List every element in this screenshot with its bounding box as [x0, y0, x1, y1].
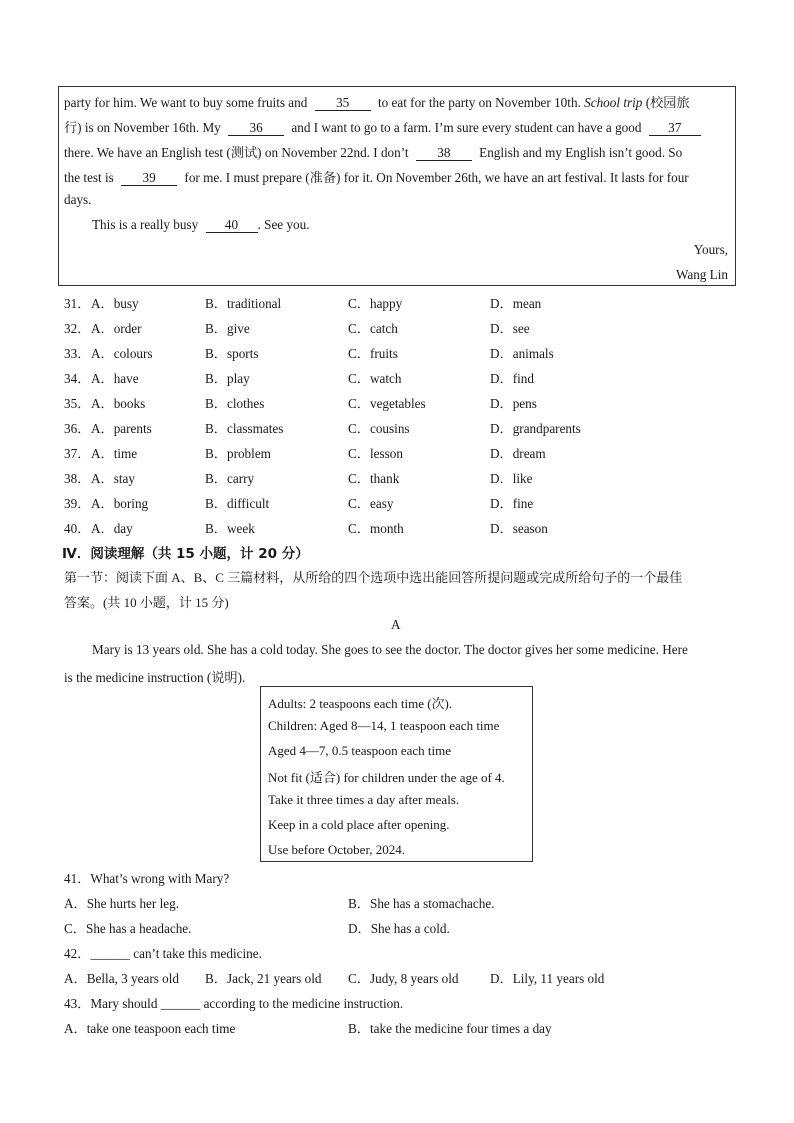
q42-blank: ______: [90, 946, 130, 961]
option-b[interactable]: B．classmates: [205, 421, 284, 436]
option-a[interactable]: A．stay: [91, 471, 135, 486]
instruction-line: Use before October, 2024.: [268, 841, 406, 857]
option-d[interactable]: D．season: [490, 521, 548, 536]
option-d[interactable]: D．animals: [490, 346, 554, 361]
option-d[interactable]: D．mean: [490, 296, 542, 311]
option-a[interactable]: A．order: [91, 321, 142, 336]
option-b[interactable]: B．clothes: [205, 396, 265, 411]
option-d[interactable]: D．grandparents: [490, 421, 581, 436]
letter-closing: Yours,: [693, 242, 728, 257]
letter-line-5: days.: [64, 192, 92, 207]
option-a[interactable]: A．day: [91, 521, 133, 536]
blank-40: 40: [206, 218, 258, 233]
option-b[interactable]: B．carry: [205, 471, 255, 486]
q43-blank: ______: [160, 996, 201, 1011]
letter-box: [58, 86, 736, 286]
q42-option-a[interactable]: A．Bella, 3 years old: [64, 971, 179, 986]
option-b[interactable]: B．problem: [205, 446, 271, 461]
option-d[interactable]: D．find: [490, 371, 534, 386]
section-instruction-2: 答案。(共 10 小题，计 15 分): [64, 595, 229, 610]
option-b[interactable]: B．give: [205, 321, 250, 336]
passage-line-1: Mary is 13 years old. She has a cold today. She goes to see the doctor. The doctor gives her some medicine. Here: [92, 642, 688, 657]
option-a[interactable]: A．books: [91, 396, 146, 411]
instruction-line: Take it three times a day after meals.: [268, 792, 460, 808]
q42-stem: 42．______ can’t take this medicine.: [64, 946, 262, 961]
q41-stem: 41．What’s wrong with Mary?: [64, 871, 230, 886]
option-a[interactable]: A．have: [91, 371, 139, 386]
q41-option-b[interactable]: B．She has a stomachache.: [348, 896, 495, 911]
passage-label: A: [391, 617, 401, 632]
option-c[interactable]: C．month: [348, 521, 404, 536]
q42-option-c[interactable]: C．Judy, 8 years old: [348, 971, 459, 986]
instruction-line: Keep in a cold place after opening.: [268, 817, 450, 832]
question-number: 35．: [64, 396, 91, 411]
q42-option-b[interactable]: B．Jack, 21 years old: [205, 971, 322, 986]
letter-line-3: there. We have an English test (测试) on November 22nd. I don’t 38 English and my English isn’t good. So: [64, 145, 683, 160]
option-b[interactable]: B．traditional: [205, 296, 282, 311]
option-b[interactable]: B．play: [205, 371, 250, 386]
section-title: Ⅳ．阅读理解（共 15 小题，计 20 分）: [62, 546, 309, 562]
letter-line-4: the test is 39 for me. I must prepare (准备) for it. On November 26th, we have an art festival. It lasts for four: [64, 170, 689, 185]
option-a[interactable]: A．busy: [91, 296, 139, 311]
option-c[interactable]: C．easy: [348, 496, 394, 511]
option-c[interactable]: C．cousins: [348, 421, 410, 436]
letter-signature: Wang Lin: [675, 267, 728, 282]
option-b[interactable]: B．week: [205, 521, 255, 536]
option-d[interactable]: D．fine: [490, 496, 534, 511]
blank-35: 35: [315, 96, 371, 111]
question-number: 31．: [64, 296, 91, 311]
instruction-line: Aged 4—7, 0.5 teaspoon each time: [268, 742, 452, 758]
option-c[interactable]: C．vegetables: [348, 396, 426, 411]
option-c[interactable]: C．thank: [348, 471, 400, 486]
option-d[interactable]: D．dream: [490, 446, 546, 461]
option-b[interactable]: B．difficult: [205, 496, 270, 511]
option-d[interactable]: D．like: [490, 471, 533, 486]
q41-option-a[interactable]: A．She hurts her leg.: [64, 896, 180, 911]
option-a[interactable]: A．parents: [91, 421, 152, 436]
question-number: 39．: [64, 496, 91, 511]
instruction-line: Children: Aged 8—14, 1 teaspoon each time: [268, 717, 500, 733]
question-number: 38．: [64, 471, 91, 486]
question-number: 37．: [64, 446, 91, 461]
blank-36: 36: [228, 121, 284, 136]
q42-option-d[interactable]: D．Lily, 11 years old: [490, 971, 605, 986]
blank-39: 39: [121, 171, 177, 186]
q43-option-b[interactable]: B．take the medicine four times a day: [348, 1021, 552, 1036]
question-number: 33．: [64, 346, 91, 361]
question-number: 36．: [64, 421, 91, 436]
option-a[interactable]: A．time: [91, 446, 138, 461]
question-number: 40．: [64, 521, 91, 536]
option-c[interactable]: C．happy: [348, 296, 403, 311]
option-a[interactable]: A．boring: [91, 496, 149, 511]
option-d[interactable]: D．see: [490, 321, 530, 336]
blank-37: 37: [649, 121, 701, 136]
option-a[interactable]: A．colours: [91, 346, 153, 361]
option-c[interactable]: C．watch: [348, 371, 402, 386]
section-instruction-1: 第一节：阅读下面 A、B、C 三篇材料，从所给的四个选项中选出能回答所提问题或完成所给句子的一个最佳: [64, 570, 683, 585]
q41-option-c[interactable]: C．She has a headache.: [64, 921, 192, 936]
option-d[interactable]: D．pens: [490, 396, 537, 411]
q43-stem: 43．Mary should ______ according to the medicine instruction.: [64, 996, 404, 1011]
q41-option-d[interactable]: D．She has a cold.: [348, 921, 450, 936]
passage-line-2: is the medicine instruction (说明).: [64, 670, 246, 685]
letter-line-2: 行) is on November 16th. My 36 and I want to go to a farm. I’m sure every student can have a good 37: [64, 117, 701, 136]
q43-option-a[interactable]: A．take one teaspoon each time: [64, 1021, 236, 1036]
option-c[interactable]: C．lesson: [348, 446, 403, 461]
question-number: 32．: [64, 321, 91, 336]
option-c[interactable]: C．catch: [348, 321, 398, 336]
option-c[interactable]: C．fruits: [348, 346, 398, 361]
instruction-line: Not fit (适合) for children under the age of 4.: [268, 770, 505, 786]
instruction-line: Adults: 2 teaspoons each time (次).: [268, 696, 453, 711]
question-number: 34．: [64, 371, 91, 386]
blank-38: 38: [416, 146, 472, 161]
letter-line-6: This is a really busy 40 . See you.: [92, 217, 310, 232]
option-b[interactable]: B．sports: [205, 346, 259, 361]
letter-line-1: party for him. We want to buy some fruits and 35 to eat for the party on November 10th. School trip (校园旅: [64, 95, 690, 110]
